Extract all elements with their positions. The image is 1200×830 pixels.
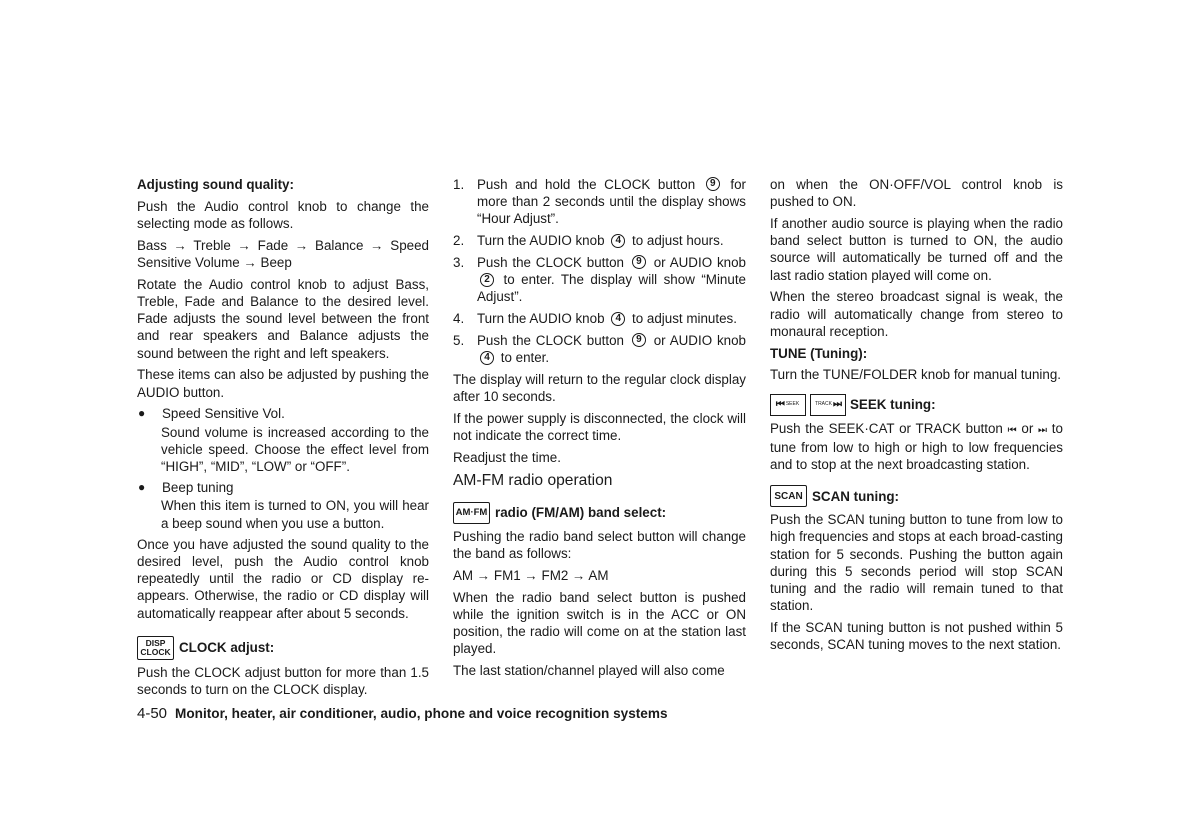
heading-seek-tuning (770, 394, 1063, 416)
paragraph: The display will return to the regular clock display after 10 seconds. (453, 372, 746, 405)
track-forward-icon: ⏭ (1038, 424, 1048, 436)
paragraph: Push the CLOCK adjust button for more than 1.5 seconds to turn on the CLOCK display. (137, 664, 429, 698)
icon-label: SEEK (785, 401, 800, 407)
step-text-part: to adjust hours. (632, 233, 724, 249)
paragraph: Push the SCAN tuning button to tune from low to high frequencies and stops at each broad-casting station for 5 seconds. Pushing the button again during this 5 seconds period will stop SCAN tuning and the radio will remain tuned to that station. (770, 512, 1063, 614)
paragraph: Push the Audio control knob to change the selecting mode as follows. (137, 198, 429, 231)
callout-number-icon: 4 (480, 351, 494, 365)
paragraph: When the radio band select button is pushed while the ignition switch is in the ACC or ON position, the radio will come on at the station last played. (453, 589, 746, 657)
paragraph: AM → FM1 → FM2 → AM (453, 567, 609, 583)
clock-steps-list (453, 176, 746, 366)
step-text (477, 232, 746, 249)
paragraph: Readjust the time. (453, 450, 561, 465)
heading-clock-adjust (137, 636, 429, 660)
heading-scan-tuning (770, 485, 1063, 507)
step-text-part: or AUDIO knob (653, 333, 746, 348)
heading-text: SCAN tuning: (812, 488, 900, 504)
paragraph: Turn the TUNE/FOLDER knob for manual tuning. (770, 367, 1062, 383)
heading-band-select (453, 502, 746, 524)
step-number: 1. (453, 177, 465, 192)
step-text (477, 310, 746, 327)
paragraph: If the SCAN tuning button is not pushed within 5 seconds, SCAN tuning moves to the next station. (770, 620, 1063, 653)
step-text-part: Turn the AUDIO knob (477, 233, 605, 249)
bullet-title: Beep tuning (162, 480, 234, 496)
callout-number-icon: 9 (706, 177, 720, 191)
column-middle (453, 176, 746, 684)
paragraph: Rotate the Audio control knob to adjust Bass, Treble, Fade and Balance to the desired level. Fade adjusts the sound level between the front and rear speakers and Balance adjusts the sound between the right and left speakers. (137, 276, 429, 361)
step-text-part: to adjust minutes. (632, 311, 737, 327)
step-text-part: or AUDIO knob (653, 255, 746, 270)
paragraph (770, 420, 1063, 474)
seek-back-icon: ⏮ (1007, 424, 1017, 436)
seek-back-button-icon: ⏮ SEEK (770, 394, 806, 416)
scan-button-icon: SCAN (770, 485, 807, 507)
page-footer (137, 705, 668, 722)
step-number: 4. (453, 311, 465, 327)
page-number: 4-50 (137, 705, 168, 722)
step-text-part: Push the CLOCK button (477, 255, 625, 270)
list-item (453, 176, 746, 228)
step-number: 3. (453, 255, 465, 270)
callout-number-icon: 2 (480, 273, 494, 287)
paragraph: Once you have adjusted the sound quality to the desired level, push the Audio control knob repeatedly until the radio or CD display re-appears. Otherwise, the radio or CD display will automatically reappear after about 5 seconds. (137, 536, 429, 621)
heading-tune: TUNE (Tuning): (770, 345, 868, 361)
paragraph: When the stereo broadcast signal is weak, the radio will automatically change from stereo to monaural reception. (770, 289, 1063, 339)
heading-adjusting-sound: Adjusting sound quality: (137, 177, 294, 192)
bullet-dot-icon: ● (138, 480, 146, 495)
bullet-text: Sound volume is increased according to the vehicle speed. Choose the effect level from “HIGH”, “MID”, “LOW” or “OFF”. (161, 424, 429, 475)
callout-number-icon: 9 (632, 333, 646, 347)
step-number: 2. (453, 233, 465, 249)
step-number: 5. (453, 333, 465, 348)
paragraph: If the power supply is disconnected, the clock will not indicate the correct time. (453, 411, 746, 444)
paragraph: The last station/channel played will also come (453, 663, 725, 678)
step-text-part: Push and hold the CLOCK button (477, 177, 696, 192)
heading-text: radio (FM/AM) band select: (495, 505, 667, 521)
list-item (453, 254, 746, 306)
step-text-part: to enter. The display will show “Minute Adjust”. (477, 272, 746, 305)
bullet-item (137, 479, 429, 496)
heading-text: CLOCK adjust: (179, 640, 275, 656)
text-part: Push the SEEK·CAT or TRACK button (770, 420, 1003, 436)
track-forward-button-icon: TRACK ⏭ (810, 394, 846, 416)
step-text (477, 176, 746, 228)
section-title: AM-FM radio operation (453, 471, 613, 489)
step-text-part: for more than 2 seconds until the display shows “Hour Adjust”. (477, 177, 746, 227)
list-item (453, 310, 746, 327)
bullet-text: When this item is turned to ON, you will hear a beep sound when you use a button. (161, 498, 429, 531)
am-fm-button-icon: AM·FM (453, 502, 490, 524)
bullet-item (137, 405, 429, 422)
callout-number-icon: 4 (611, 234, 625, 248)
step-text-part: Push the CLOCK button (477, 333, 625, 348)
step-text (477, 254, 746, 306)
bullet-dot-icon: ● (138, 406, 146, 421)
paragraph: These items can also be adjusted by pushing the AUDIO button. (137, 367, 429, 400)
list-item (453, 232, 746, 249)
disp-clock-button-icon (137, 636, 174, 660)
list-item (453, 332, 746, 366)
callout-number-icon: 9 (632, 255, 646, 269)
step-text-part: Turn the AUDIO knob (477, 311, 605, 327)
paragraph: Bass → Treble → Fade → Balance → Speed Sensitive Volume → Beep (137, 237, 429, 270)
bullet-title: Speed Sensitive Vol. (162, 406, 285, 422)
paragraph: If another audio source is playing when the radio band select button is turned to ON, the audio source will automatically be turned off and the last radio station played will come on. (770, 216, 1063, 283)
paragraph: Pushing the radio band select button will change the band as follows: (453, 528, 746, 561)
icon-label: CLOCK (140, 646, 171, 657)
chapter-title: Monitor, heater, air conditioner, audio, phone and voice recognition systems (175, 706, 668, 721)
callout-number-icon: 4 (611, 312, 625, 326)
icon-label: DISP (145, 637, 166, 648)
step-text (477, 332, 746, 366)
step-text-part: to enter. (500, 350, 550, 366)
heading-text: SEEK tuning: (850, 397, 936, 412)
text-part: to tune from low to high or high to low frequencies and to stop at the next broadcasting station. (770, 420, 1063, 473)
text-part: or (1021, 420, 1034, 436)
column-left (137, 176, 429, 703)
paragraph: on when the ON·OFF/VOL control knob is pushed to ON. (770, 177, 1063, 210)
column-right (770, 176, 1063, 658)
icon-label: TRACK (815, 401, 832, 407)
